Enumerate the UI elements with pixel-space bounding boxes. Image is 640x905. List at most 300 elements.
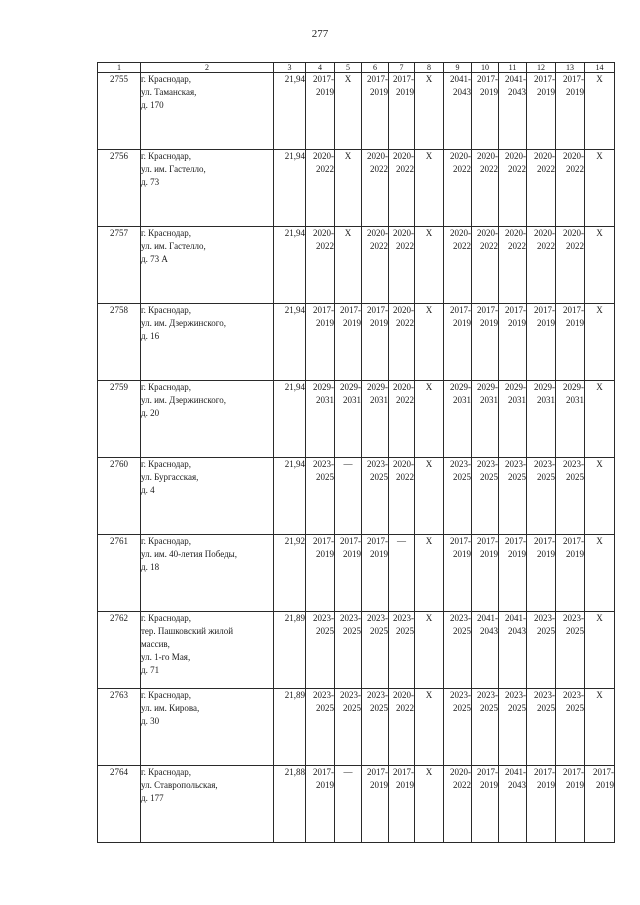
address-line: ул. Таманская, [141,87,197,97]
cell-text: 2020- [450,151,471,161]
column-number-4: 4 [306,63,335,73]
table-row [98,73,615,150]
mark-cell-c8 [415,227,444,304]
cell-text: 2029- [505,382,526,392]
cell-text: 2041- [477,613,498,623]
cell-text: 2022 [396,241,414,251]
mark-cell-c14 [585,612,615,689]
period-cell-c10 [472,227,499,304]
address-line: г. Краснодар, [141,459,192,469]
mark-cell-c14 [585,381,615,458]
address-line: ул. 1-го Мая, [141,652,191,662]
record-number: 2764 [98,766,141,843]
address-cell [141,535,274,612]
period-cell-c6 [362,304,389,381]
cell-text: 2031 [537,395,555,405]
mark-cell-c8 [415,304,444,381]
address-line: г. Краснодар, [141,690,192,700]
table-row [98,150,615,227]
cell-text: 2020- [563,228,584,238]
cell-text: 2041- [450,74,471,84]
cell-text: 2023- [505,459,526,469]
cell-text: 2019 [396,87,414,97]
cell-text: 2020- [477,228,498,238]
period-cell-c7 [389,381,415,458]
mark-cell-c8 [415,73,444,150]
period-cell-c13 [556,766,585,843]
cell-text: 2025 [566,626,584,636]
mark-cell-c8 [415,689,444,766]
address-line: г. Краснодар, [141,151,192,161]
period-cell-c9 [444,689,472,766]
cell-text: 2025 [453,703,471,713]
cell-text: 2025 [537,472,555,482]
cell-text: 2029- [367,382,388,392]
cell-text: 2022 [316,164,334,174]
period-cell-c14 [585,766,615,843]
address-line: г. Краснодар, [141,305,192,315]
cell-text: 2022 [316,241,334,251]
table-row [98,766,615,843]
mark-cell-c5 [335,227,362,304]
cell-text: 2043 [508,626,526,636]
cell-text: 2020- [534,151,555,161]
column-number-1: 1 [98,63,141,73]
cell-text: X [596,74,603,84]
mark-cell-c8 [415,612,444,689]
cell-text: 2043 [508,780,526,790]
column-number-9: 9 [444,63,472,73]
cell-text: 2019 [566,87,584,97]
cell-text: X [596,228,603,238]
cell-text: 2022 [480,164,498,174]
mark-cell-c7 [389,535,415,612]
cell-text: X [344,151,352,161]
cell-text: X [425,690,433,700]
period-cell-c9 [444,535,472,612]
cell-text: 2029- [563,382,584,392]
period-cell-c5 [335,381,362,458]
cell-text: 2025 [508,472,526,482]
cell-text: 2022 [396,472,414,482]
cell-text: 2031 [316,395,334,405]
cell-text: 2020- [393,459,414,469]
mark-cell-c5 [335,766,362,843]
cell-text: X [596,382,603,392]
cell-text: 2023- [563,459,584,469]
period-cell-c10 [472,458,499,535]
period-cell-c7 [389,766,415,843]
cell-text: 2043 [508,87,526,97]
period-cell-c6 [362,458,389,535]
period-cell-c10 [472,766,499,843]
period-cell-c5 [335,612,362,689]
cell-text: 2031 [566,395,584,405]
address-line: д. 73 [141,177,160,187]
cell-text: 2029- [477,382,498,392]
cell-text: 2019 [453,318,471,328]
mark-cell-c14 [585,689,615,766]
column-number-row [98,63,615,73]
period-cell-c10 [472,73,499,150]
cell-text: 2022 [370,241,388,251]
cell-text: 2017- [563,767,584,777]
cell-text: 2022 [396,703,414,713]
address-line: д. 73 А [141,254,168,264]
cell-text: 2043 [480,626,498,636]
cell-text: 2019 [316,549,334,559]
cell-text: 2041- [505,613,526,623]
address-cell [141,766,274,843]
period-cell-c13 [556,458,585,535]
area-value: 21,94 [274,458,306,535]
period-cell-c4 [306,150,335,227]
cell-text: X [425,305,433,315]
cell-text: 2025 [316,626,334,636]
address-line: массив, [141,639,170,649]
period-cell-c7 [389,612,415,689]
address-line: ул. им. Дзержинского, [141,395,226,405]
cell-text: 2017- [477,536,498,546]
period-cell-c11 [499,227,527,304]
cell-text: — [343,459,353,469]
address-cell [141,227,274,304]
address-cell [141,73,274,150]
cell-text: 2025 [343,703,361,713]
cell-text: 2031 [370,395,388,405]
period-cell-c12 [527,73,556,150]
cell-text: 2019 [566,780,584,790]
cell-text: 2043 [453,87,471,97]
address-cell [141,150,274,227]
cell-text: X [344,74,352,84]
cell-text: X [425,767,433,777]
record-number: 2755 [98,73,141,150]
cell-text: 2022 [453,780,471,790]
cell-text: 2022 [566,164,584,174]
cell-text: 2017- [313,767,334,777]
column-number-14: 14 [585,63,615,73]
table-row [98,381,615,458]
mark-cell-c8 [415,535,444,612]
period-cell-c9 [444,73,472,150]
cell-text: 2019 [370,780,388,790]
cell-text: 2023- [477,459,498,469]
cell-text: 2025 [480,472,498,482]
cell-text: 2023- [367,613,388,623]
period-cell-c4 [306,689,335,766]
period-cell-c12 [527,689,556,766]
cell-text: 2023- [450,459,471,469]
cell-text: X [425,459,433,469]
area-value: 21,89 [274,612,306,689]
cell-text: 2019 [316,780,334,790]
table-row [98,612,615,689]
address-line: д. 18 [141,562,160,572]
cell-text: X [344,228,352,238]
cell-text: 2017- [534,767,555,777]
cell-text: 2017- [534,74,555,84]
cell-text: 2019 [453,549,471,559]
mark-cell-c5 [335,150,362,227]
period-cell-c11 [499,150,527,227]
cell-text: 2020- [313,151,334,161]
cell-text: 2020- [313,228,334,238]
cell-text: 2023- [534,690,555,700]
cell-text: 2017- [367,767,388,777]
cell-text: 2019 [343,318,361,328]
cell-text: 2020- [450,228,471,238]
period-cell-c11 [499,458,527,535]
address-cell [141,612,274,689]
cell-text: 2029- [534,382,555,392]
cell-text: X [596,613,603,623]
mark-cell-c8 [415,766,444,843]
cell-text: 2017- [450,536,471,546]
period-cell-c10 [472,612,499,689]
period-cell-c13 [556,304,585,381]
cell-text: 2022 [508,241,526,251]
mark-cell-c14 [585,535,615,612]
cell-text: X [425,74,433,84]
cell-text: 2023- [450,613,471,623]
cell-text: 2020- [563,151,584,161]
period-cell-c11 [499,73,527,150]
cell-text: 2017- [563,536,584,546]
cell-text: 2020- [505,228,526,238]
mark-cell-c8 [415,150,444,227]
mark-cell-c14 [585,304,615,381]
cell-text: 2025 [480,703,498,713]
record-number: 2761 [98,535,141,612]
cell-text: 2020- [393,690,414,700]
column-number-6: 6 [362,63,389,73]
mark-cell-c5 [335,458,362,535]
cell-text: 2017- [340,536,361,546]
cell-text: 2019 [316,87,334,97]
cell-text: X [425,536,433,546]
period-cell-c4 [306,227,335,304]
cell-text: 2019 [537,87,555,97]
page-number: 277 [311,28,329,40]
cell-text: 2025 [566,703,584,713]
period-cell-c10 [472,689,499,766]
address-line: г. Краснодар, [141,613,192,623]
cell-text: 2019 [343,549,361,559]
period-cell-c6 [362,612,389,689]
period-cell-c4 [306,535,335,612]
cell-text: 2019 [370,549,388,559]
column-number-10: 10 [472,63,499,73]
cell-text: 2023- [477,690,498,700]
cell-text: 2029- [313,382,334,392]
period-cell-c5 [335,535,362,612]
period-cell-c10 [472,535,499,612]
cell-text: 2023- [340,690,361,700]
housing-schedule-table [97,62,615,843]
table-row [98,227,615,304]
period-cell-c12 [527,150,556,227]
period-cell-c5 [335,304,362,381]
period-cell-c6 [362,227,389,304]
mark-cell-c5 [335,73,362,150]
table-row [98,535,615,612]
address-line: ул. им. Гастелло, [141,241,206,251]
address-line: г. Краснодар, [141,382,192,392]
period-cell-c13 [556,689,585,766]
period-cell-c7 [389,458,415,535]
cell-text: 2025 [370,626,388,636]
cell-text: X [425,382,433,392]
cell-text: 2017- [367,305,388,315]
period-cell-c10 [472,150,499,227]
cell-text: 2019 [316,318,334,328]
cell-text: 2041- [505,74,526,84]
cell-text: 2017- [313,305,334,315]
address-line: ул. им. 40-летия Победы, [141,549,237,559]
cell-text: 2020- [367,228,388,238]
cell-text: 2022 [453,241,471,251]
period-cell-c4 [306,73,335,150]
address-line: ул. им. Кирова, [141,703,200,713]
cell-text: X [425,228,433,238]
record-number: 2756 [98,150,141,227]
period-cell-c13 [556,381,585,458]
cell-text: 2025 [370,703,388,713]
address-line: д. 16 [141,331,160,341]
mark-cell-c14 [585,73,615,150]
period-cell-c7 [389,689,415,766]
address-line: д. 170 [141,100,164,110]
cell-text: 2025 [537,626,555,636]
cell-text: 2019 [537,318,555,328]
cell-text: 2017- [534,305,555,315]
period-cell-c13 [556,73,585,150]
period-cell-c13 [556,612,585,689]
period-cell-c12 [527,766,556,843]
cell-text: 2020- [534,228,555,238]
address-cell [141,689,274,766]
address-line: г. Краснодар, [141,536,192,546]
cell-text: 2025 [316,472,334,482]
cell-text: X [596,536,603,546]
cell-text: 2019 [508,318,526,328]
cell-text: 2023- [367,690,388,700]
cell-text: 2022 [480,241,498,251]
period-cell-c13 [556,227,585,304]
cell-text: 2020- [450,767,471,777]
cell-text: 2019 [370,87,388,97]
cell-text: 2025 [343,626,361,636]
record-number: 2760 [98,458,141,535]
period-cell-c6 [362,766,389,843]
area-value: 21,94 [274,150,306,227]
cell-text: 2019 [480,87,498,97]
record-number: 2762 [98,612,141,689]
period-cell-c4 [306,381,335,458]
cell-text: X [596,690,603,700]
period-cell-c5 [335,689,362,766]
cell-text: 2023- [313,690,334,700]
cell-text: 2025 [396,626,414,636]
area-value: 21,94 [274,304,306,381]
mark-cell-c14 [585,150,615,227]
record-number: 2763 [98,689,141,766]
cell-text: 2020- [477,151,498,161]
cell-text: 2017- [340,305,361,315]
cell-text: 2017- [505,305,526,315]
cell-text: 2020- [367,151,388,161]
address-cell [141,458,274,535]
cell-text: 2025 [370,472,388,482]
period-cell-c11 [499,304,527,381]
period-cell-c6 [362,535,389,612]
cell-text: 2017- [313,74,334,84]
period-cell-c4 [306,458,335,535]
address-line: ул. им. Гастелло, [141,164,206,174]
period-cell-c12 [527,458,556,535]
cell-text: 2017- [505,536,526,546]
period-cell-c11 [499,612,527,689]
address-line: д. 30 [141,716,160,726]
cell-text: 2019 [480,318,498,328]
cell-text: 2029- [340,382,361,392]
period-cell-c11 [499,535,527,612]
column-number-8: 8 [415,63,444,73]
address-cell [141,381,274,458]
cell-text: 2019 [508,549,526,559]
cell-text: 2023- [505,690,526,700]
cell-text: 2017- [393,767,414,777]
cell-text: 2022 [453,164,471,174]
period-cell-c11 [499,766,527,843]
period-cell-c9 [444,612,472,689]
cell-text: 2025 [316,703,334,713]
cell-text: 2019 [370,318,388,328]
address-line: тер. Пашковский жилой [141,626,234,636]
period-cell-c6 [362,73,389,150]
mark-cell-c8 [415,381,444,458]
address-line: д. 4 [141,485,155,495]
address-line: г. Краснодар, [141,74,192,84]
cell-text: 2019 [480,549,498,559]
area-value: 21,94 [274,73,306,150]
period-cell-c7 [389,304,415,381]
cell-text: 2031 [508,395,526,405]
cell-text: 2017- [477,74,498,84]
cell-text: 2019 [537,780,555,790]
cell-text: — [343,767,353,777]
cell-text: 2025 [453,626,471,636]
cell-text: 2020- [393,151,414,161]
period-cell-c12 [527,304,556,381]
cell-text: X [596,459,603,469]
column-number-3: 3 [274,63,306,73]
cell-text: 2017- [450,305,471,315]
table-row [98,458,615,535]
cell-text: 2023- [340,613,361,623]
cell-text: 2025 [537,703,555,713]
period-cell-c6 [362,689,389,766]
period-cell-c7 [389,73,415,150]
column-number-2: 2 [141,63,274,73]
cell-text: 2022 [396,164,414,174]
column-number-13: 13 [556,63,585,73]
cell-text: 2041- [505,767,526,777]
cell-text: 2025 [566,472,584,482]
column-number-11: 11 [499,63,527,73]
period-cell-c4 [306,766,335,843]
